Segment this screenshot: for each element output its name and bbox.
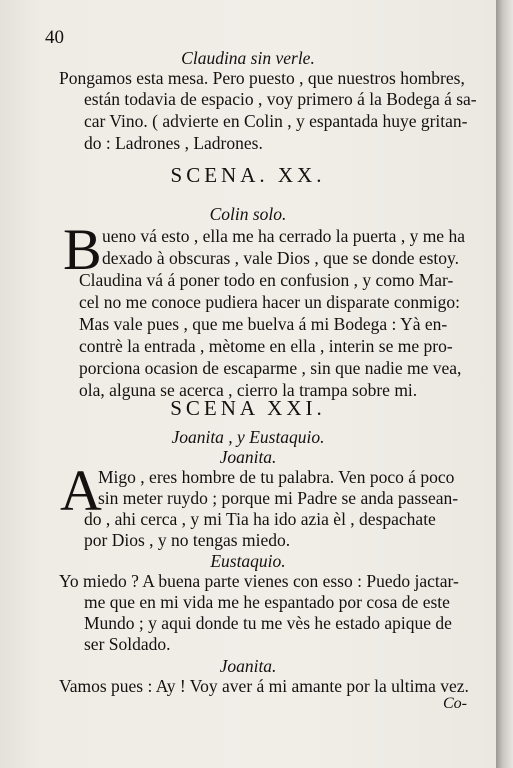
text-line: Pongamos esta mesa. Pero puesto , que nuestros hombres, [59,68,465,88]
text-line: do , ahi cerca , y mi Tia ha ido azia èl , despachate [84,509,436,529]
text-line: ueno vá esto , ella me ha cerrado la puerta , y me ha [102,226,465,246]
character-name: Colin solo. [209,204,287,224]
scene-heading: SCENA. XX. [170,163,326,187]
text-line: Vamos pues : Ay ! Voy aver á mi amante por la ultima vez. [59,676,469,696]
text-line: Claudina vá á poner todo en confusion , y como Mar- [79,270,454,290]
text-line: por Dios , y no tengas miedo. [84,530,291,550]
text-line: Mundo ; y aqui donde tu me vès he estado apique de [84,613,452,633]
stage-direction: Claudina sin verle. [181,48,315,68]
text-line: cel no me conoce pudiera hacer un disparate conmigo: [79,292,460,312]
text-line: están todavia de espacio , voy primero á la Bodega á sa- [84,89,477,109]
page-edge [496,0,513,768]
text-line: Yo miedo ? A buena parte vienes con esso : Puedo jactar- [59,571,459,591]
catchword: Co- [443,695,467,712]
page-number: 40 [45,27,64,48]
drop-cap: B [63,217,102,282]
text-line: Mas vale pues , que me buelva á mi Bodega : Yà en- [79,314,448,334]
character-names: Joanita , y Eustaquio. [171,427,325,447]
speaker-name: Eustaquio. [210,551,286,571]
text-line: dexado à obscuras , vale Dios , que se donde estoy. [102,248,460,268]
text-line: Migo , eres hombre de tu palabra. Ven poco á poco [98,467,455,487]
drop-cap: A [60,458,102,523]
text-line: porciona ocasion de escaparme , sin que nadie me vea, [79,358,462,378]
text-line: sin meter ruydo ; porque mi Padre se anda passean- [98,488,459,508]
text-line: contrè la entrada , mètome en ella , interin se me pro- [79,336,453,356]
speaker-name: Joanita. [219,447,277,467]
text-line: ola, alguna se acerca , cierro la trampa sobre mi. [79,380,418,400]
text-line: car Vino. ( advierte en Colin , y espantada huye gritan- [84,111,468,131]
text-line: ser Soldado. [84,634,171,654]
text-line: me que en mi vida me he espantado por cosa de este [84,592,450,612]
scene-heading: SCENA XXI. [170,396,326,420]
text-line: do : Ladrones , Ladrones. [84,133,263,153]
speaker-name: Joanita. [219,656,277,676]
